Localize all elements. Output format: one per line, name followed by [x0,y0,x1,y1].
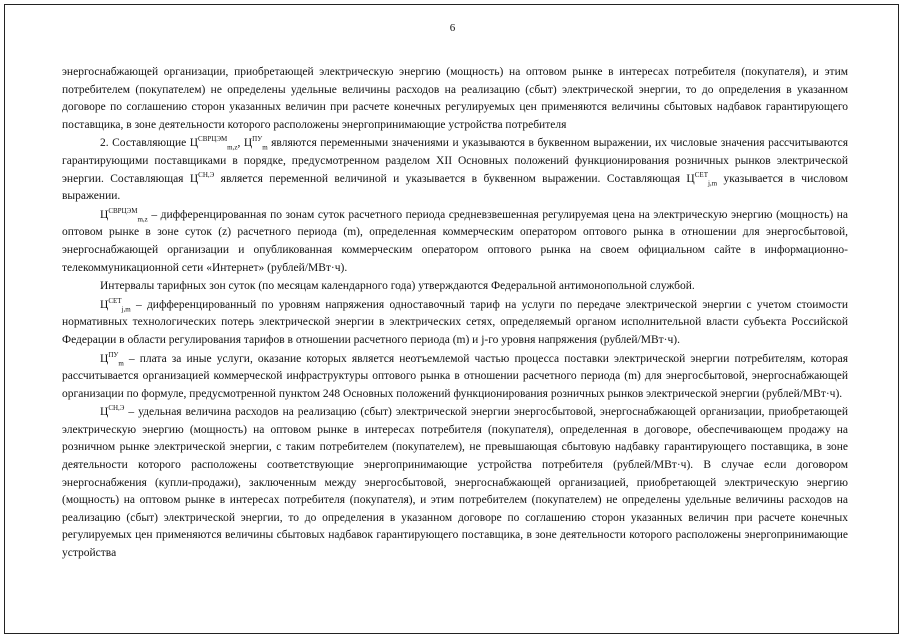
symbol-ts: Ц [100,406,109,419]
symbol-sub: j,m [121,305,131,314]
text-run: – дифференцированная по зонам суток расчетного периода средневзвешенная регулируемая цена на электрическую энергию (мощность) на оптовом рынке в зоне суток (z) расчетного периода (m), определенная коммерческим оператором оптового рынка в отношении для энергосбытовой, энергоснабжающей организации и опубликованная коммерческим оператором оптового рынка на своем официальном сайте в информационно-телекоммуникационной сети «Интернет» (рублей/МВт·ч). [62,208,848,274]
paragraph-7 [62,404,848,562]
symbol-sup: ПУ [108,350,119,359]
text-run: – дифференцированный по уровням напряжения одноставочный тариф на услуги по передаче электрической энергии с учетом стоимости нормативных технологических потерь электрической энергии в электрических сетях, определяемый органом исполнительной власти субъекта Российской Федерации в области регулирования тарифов в отношении расчетного периода (m) и j-го уровня напряжения (рублей/МВт·ч). [62,298,848,346]
paragraph-3 [62,207,848,277]
paragraph-6 [62,351,848,404]
paragraph-5 [62,297,848,350]
symbol-sup: СН,Э [198,170,215,179]
symbol-sup: СВРЦЭМ [198,135,228,144]
text-run: являются переменными значениями и указываются в буквенном выражении, их числовые значения рассчитываются гарантирующими поставщиками в порядке, предусмотренном разделом XII Основных положений функционирования розничных рынков электрической энергии. Составляющая Ц [62,137,848,185]
symbol-sub: m [262,143,268,152]
page-number: 6 [449,22,456,34]
symbol-ts: Ц [100,298,109,311]
symbol-sup: СН,Э [108,404,125,413]
symbol-sub: j,m [707,178,718,187]
text-run: указывается в числовом выражении. [62,172,848,203]
paragraph-4: Интервалы тарифных зон суток (по месяцам календарного года) утверждаются Федеральной антимонопольной службой. [100,280,695,293]
symbol-ts: Ц [100,352,109,365]
text-run: является переменной величиной и указывается в буквенном выражении. Составляющая Ц [214,172,695,185]
symbol-sub: m,z [227,143,238,152]
symbol-sub: m,z [137,215,148,224]
document-body [62,64,848,564]
symbol-sup: СЕТ [694,170,708,179]
text-run: – плата за иные услуги, оказание которых является неотъемлемой частью процесса поставки электрической энергии потребителям, которая рассчитывается организацией коммерческой инфраструктуры оптового рынка в отношении расчетного периода (m) для энергосбытовой, энергоснабжающей организации по формуле, предусмотренной пунктом 248 Основных положений функционирования розничных рынков электрической энергии (рублей/МВт·ч). [62,352,848,400]
text-run: – удельная величина расходов на реализацию (сбыт) электрической энергии энергосбытовой, энергоснабжающей организации, приобретающей электрическую энергию (мощность) на оптовом рынке в интересах потребителя (покупателя), определенная в договоре, обеспечивающем продажу на розничном рынке электрической энергии, с таким потребителем (покупателем), не превышающая сбытовую надбавку гарантирующего поставщика, в зоне деятельности которого расположены соответствующие энергопринимающие устройства потребителя (рублей/МВт·ч). В случае если договором энергоснабжения (купли-продажи), заключенным между энергосбытовой, энергоснабжающей организацией, приобретающей электрическую энергию (мощность) на оптовом рынке в интересах потребителя (покупателя), и этим потребителем (покупателем) не определены удельные величины расходов на реализацию (сбыт) электрической энергии, то до определения в указанном договоре по соглашению сторон указанных величин при расчете конечных регулируемых цен применяются величины сбытовых надбавок гарантирующего поставщика, в зоне деятельности которого расположены энергопринимающие устройства [62,406,848,560]
text-run: 2. Составляющие Ц [100,137,199,150]
symbol-ts: Ц [100,208,109,221]
paragraph-2 [62,135,848,205]
symbol-sup: СВРЦЭМ [108,206,138,215]
paragraph-1: энергоснабжающей организации, приобретающей электрическую энергию (мощность) на оптовом рынке в интересах потребителя (покупателя), и этим потребителем (покупателем) не определены удельные величины расходов на реализацию (сбыт) электрической энергии, то до определения в указанном договоре по соглашению сторон указанных величин при расчете конечных регулируемых цен применяются величины сбытовых надбавок гарантирующего поставщика, в зоне деятельности которого расположены энергопринимающие устройства потребителя [62,66,848,131]
symbol-sup: СЕТ [108,296,122,305]
symbol-sup: ПУ [252,135,263,144]
text-run: , Ц [237,137,253,150]
symbol-sub: m [118,358,124,367]
